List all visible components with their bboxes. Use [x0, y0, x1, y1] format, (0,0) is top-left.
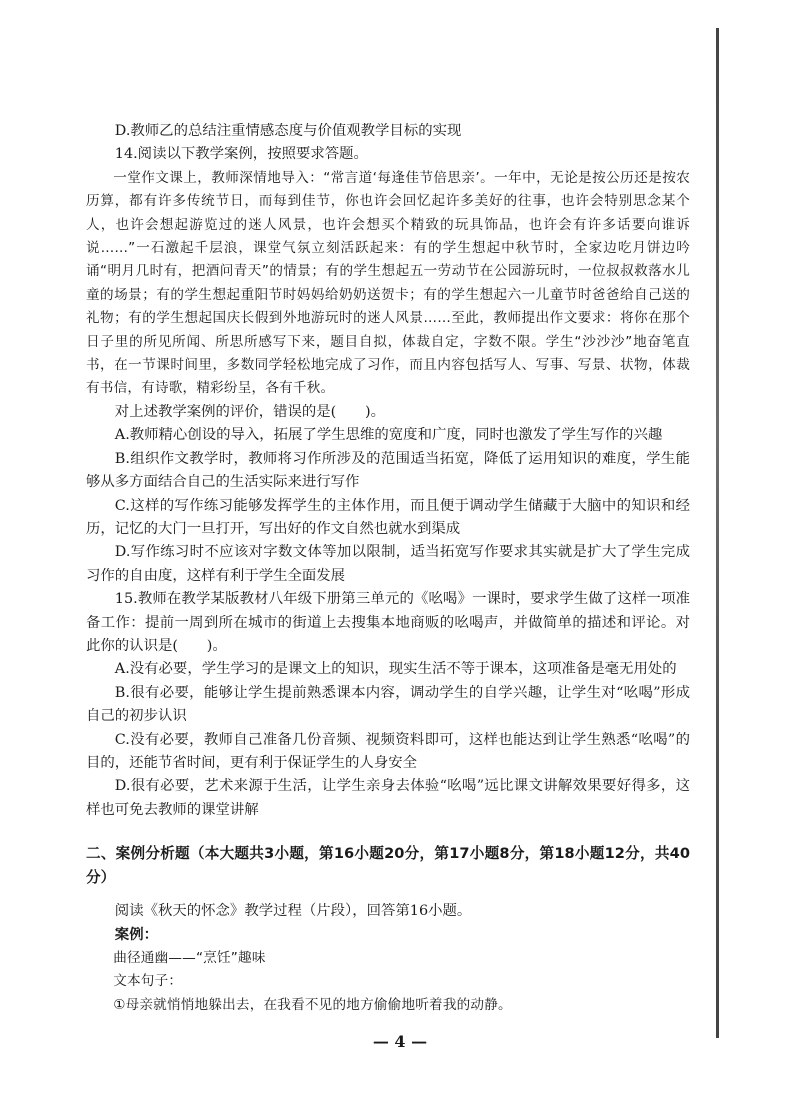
q15-option-d: D.很有必要，艺术来源于生活，让学生亲身去体验“吆喝”远比课文讲解效果要好得多，这样也可免去教师的课堂讲解 [86, 778, 690, 818]
exam-page [86, 120, 690, 1017]
q16-line1: 曲径通幽——“烹饪”趣味 [113, 950, 266, 966]
q16-line2: 文本句子： [113, 973, 183, 990]
q14-question: 对上述教学案例的评价，错误的是( )。 [114, 403, 386, 420]
q15-option-a: A.没有必要，学生学习的是课文上的知识，现实生活不等于课本，这项准备是毫无用处的 [114, 661, 677, 678]
scan-edge-line [716, 28, 719, 1038]
q14-prompt: 14.阅读以下教学案例，按照要求答题。 [114, 146, 368, 163]
page-number: — 4 — [372, 1032, 428, 1051]
q14-option-b: B.组织作文教学时，教师将习作所涉及的范围适当拓宽，降低了运用知识的难度，学生能够从多方面结合自己的生活实际来进行写作 [86, 450, 690, 491]
q14-option-d: D.写作练习时不应该对字数文体等加以限制，适当拓宽写作要求其实就是扩大了学生完成习作的自由度，这样有利于学生全面发展 [86, 544, 690, 584]
q15-option-c: C.没有必要，教师自己准备几份音频、视频资料即可，这样也能达到让学生熟悉“吆喝”的目的，还能节省时间，更有利于保证学生的人身安全 [86, 731, 690, 771]
spacer [86, 890, 690, 900]
q15-question: 15.教师在教学某版教材八年级下册第三单元的《吆喝》一课时，要求学生做了这样一项准备工作：提前一周到所在城市的街道上去搜集本地商贩的吆喝声，并做简单的描述和评论。对此你的认识是( )。 [86, 591, 690, 654]
section-heading: 二、案例分析题（本大题共3小题，第16小题20分，第17小题8分，第18小题12分，共40分） [86, 845, 690, 887]
q15-option-b: B.很有必要，能够让学生提前熟悉课本内容，调动学生的自学兴趣，让学生对“吆喝”形成自己的初步认识 [86, 684, 690, 725]
q16-intro: 阅读《秋天的怀念》教学过程（片段），回答第16小题。 [114, 903, 472, 920]
q14-option-a: A.教师精心创设的导入，拓展了学生思维的宽度和广度，同时也激发了学生写作的兴趣 [114, 427, 663, 444]
q14-case-text: 一堂作文课上，教师深情地导入：“常言道‘每逢佳节倍思亲’。一年中，无论是按公历还是按农历算，都有许多传统节日，而每到佳节，你也许会回忆起许多美好的往事，也许会特别思念某个人，也许会想起游览过的迷人风景，也许会想买个精致的玩具饰品，也许会有许多话要向谁诉说……”一石激起千层浪，课堂气氛立刻活跃起来：有的学生想起中秋节时，全家边吃月饼边吟诵“明月几时有，把酒问青天”的情景；有的学生想起五一劳动节在公园游玩时，一位叔叔救落水儿童的场景；有的学生想起重阳节时妈妈给奶奶送贺卡；有的学生想起六一儿童节时爸爸给自己送的礼物；有的学生想起国庆长假到外地游玩时的迷人风景……至此，教师提出作文要求：将你在那个日子里的所见所闻、所思所感写下来，题目自拟，体裁自定，字数不限。学生“沙沙沙”地奋笔直书，在一节课时间里，多数同学轻松地完成了习作，而且内容包括写人、写事、写景、状物，体裁有书信，有诗歌，精彩纷呈，各有千秋。 [86, 169, 690, 397]
q14-option-c: C.这样的写作练习能够发挥学生的主体作用，而且便于调动学生储藏于大脑中的知识和经历，记忆的大门一旦打开，写出好的作文自然也就水到渠成 [86, 497, 690, 537]
spacer [86, 822, 690, 832]
q13-option-d: D.教师乙的总结注重情感态度与价值观教学目标的实现 [114, 123, 462, 139]
q16-case-label: 案例： [114, 926, 158, 943]
q16-line3: ①母亲就悄悄地躲出去，在我看不见的地方偷偷地听着我的动静。 [113, 996, 512, 1013]
